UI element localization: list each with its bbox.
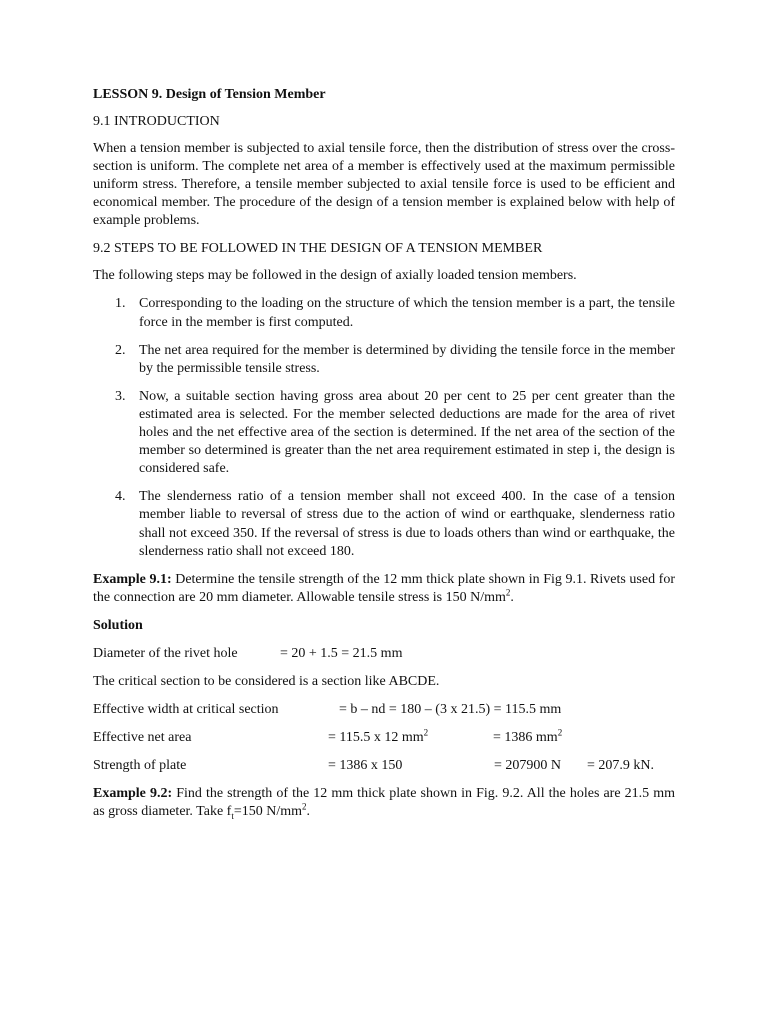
example-2 [93, 785, 675, 821]
rivet-hole-value: = 20 + 1.5 = 21.5 mm [280, 645, 403, 661]
example-1-end: . [510, 589, 514, 605]
list-item [93, 488, 675, 560]
net-area-value-wrap [328, 729, 428, 747]
intro-paragraph: When a tension member is subjected to axial tensile force, then the distribution of stress over the cross-section is uniform. The complete net area of a member is effectively used at the maximum permissible uniform stress. Therefore, a tensile member subjected to axial tensile force is used to be efficient and economical member. The procedure of the design of a tension member is explained below with help of example problems. [93, 141, 675, 229]
example-2-text-2: =150 N/mm [233, 803, 303, 819]
list-item-number: 4. [115, 489, 126, 505]
steps-lead: The following steps may be followed in the design of axially loaded tension members. [93, 268, 577, 284]
solution-heading: Solution [93, 617, 143, 633]
critical-section-text: The critical section to be considered is a section like ABCDE. [93, 673, 440, 689]
net-area-value: = 115.5 x 12 mm [328, 729, 424, 745]
example-2-sub: t [231, 810, 234, 821]
strength-row [93, 757, 675, 775]
document-page [93, 86, 675, 831]
list-item [93, 295, 675, 331]
strength-result: = 207900 N [494, 757, 562, 773]
list-item-number: 2. [115, 342, 126, 358]
net-area-result-sup: 2 [557, 727, 563, 738]
strength-label: Strength of plate [93, 757, 187, 773]
example-1 [93, 571, 675, 607]
net-area-row [93, 729, 675, 747]
list-item-text: Corresponding to the loading on the structure of which the tension member is a part, the tensile force in the member is first computed. [139, 296, 675, 330]
example-2-label: Example 9.2: [93, 785, 173, 801]
effective-width-value: = b – nd = 180 – (3 x 21.5) = 115.5 mm [339, 701, 562, 717]
list-item-text: Now, a suitable section having gross area about 20 per cent to 25 per cent greater than the estimated area is selected. For the member selected deductions are made for the area of rivet holes and the net effective area of the section is determined. If the net area of the section of the member so determined is greater than the net area requirement estimated in step i, the design is considered safe. [139, 388, 675, 477]
list-item-text: The slenderness ratio of a tension member shall not exceed 400. In the case of a tension member liable to reversal of stress due to the action of wind or earthquake, slenderness ratio shall not exceed 350. If the reversal of stress is due to loads others than wind or earthquake, the slenderness ratio shall not exceed 180. [139, 489, 675, 559]
example-2-end: . [306, 803, 311, 819]
example-1-sup: 2 [505, 587, 511, 598]
net-area-result-wrap [493, 729, 562, 747]
effective-width-label: Effective width at critical section [93, 701, 279, 717]
steps-heading: 9.2 STEPS TO BE FOLLOWED IN THE DESIGN OF A TENSION MEMBER [93, 241, 543, 257]
rivet-hole-label: Diameter of the rivet hole [93, 645, 238, 661]
example-2-sup: 2 [302, 801, 307, 812]
steps-list [93, 295, 675, 560]
intro-heading: 9.1 INTRODUCTION [93, 114, 220, 129]
list-item [93, 388, 675, 478]
rivet-hole-row [93, 645, 675, 663]
strength-value: = 1386 x 150 [328, 757, 403, 773]
net-area-label: Effective net area [93, 729, 192, 745]
example-1-text: Determine the tensile strength of the 12 mm thick plate shown in Fig 9.1. Rivets used for the connection are 20 mm diameter. Allowable tensile stress is 150 N/mm [93, 571, 675, 605]
list-item-number: 1. [115, 296, 126, 312]
example-1-label: Example 9.1: [93, 571, 172, 587]
list-item-text: The net area required for the member is determined by dividing the tensile force in the member by the permissible tensile stress. [139, 342, 675, 376]
effective-width-row [93, 701, 675, 719]
strength-final: = 207.9 kN. [587, 757, 655, 773]
net-area-result: = 1386 mm [493, 729, 558, 745]
list-item-number: 3. [115, 388, 126, 404]
lesson-title: LESSON 9. Design of Tension Member [93, 87, 326, 102]
net-area-value-sup: 2 [423, 727, 429, 738]
list-item [93, 342, 675, 378]
example-2-text: Find the strength of the 12 mm thick plate shown in Fig. 9.2. All the holes are 21.5 mm as gross diameter. Take f [93, 785, 675, 819]
